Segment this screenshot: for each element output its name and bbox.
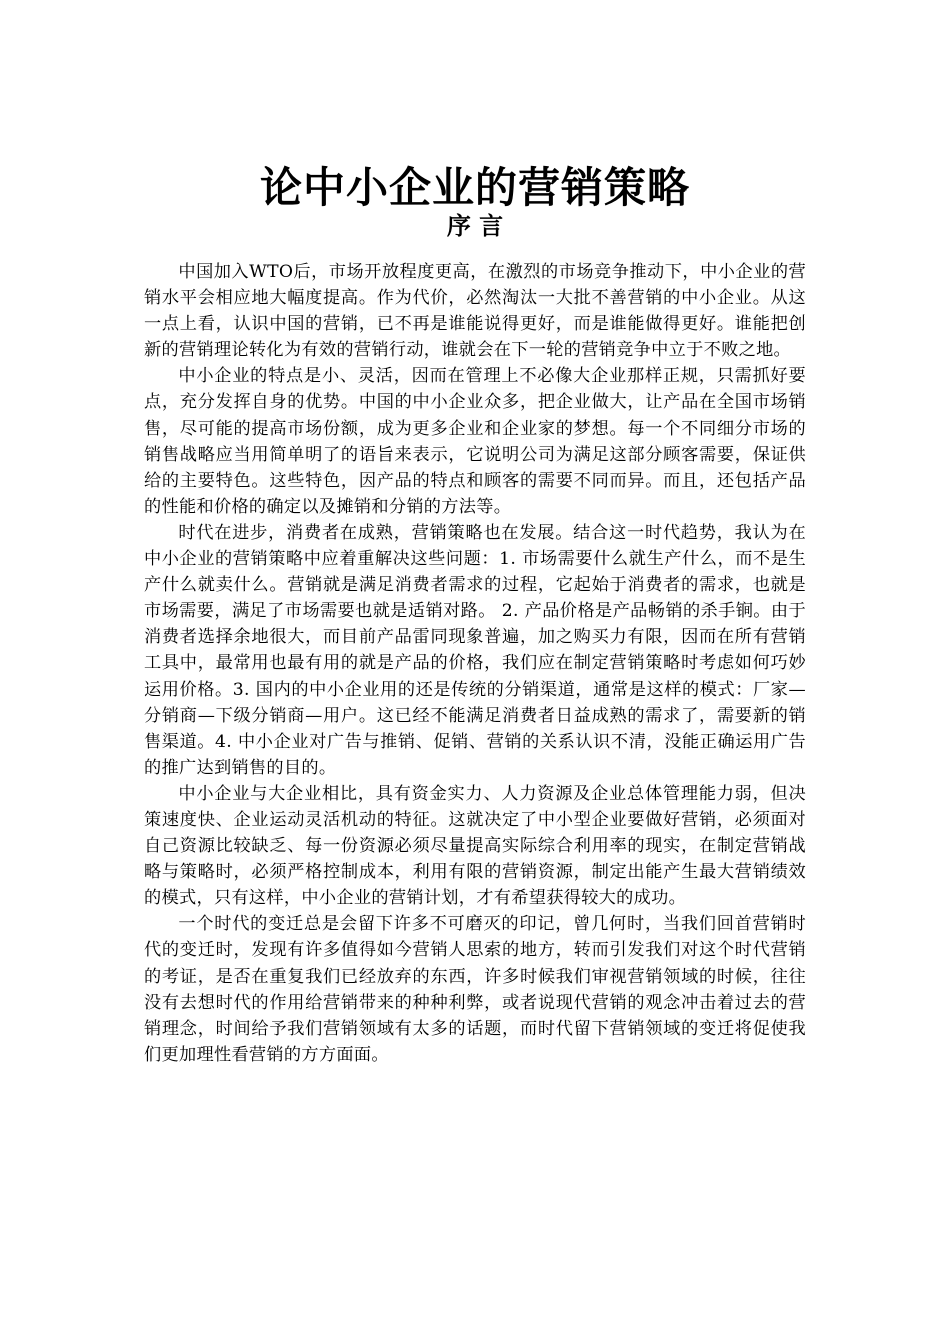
document-body <box>144 259 806 1068</box>
paragraph-4: 中小企业与大企业相比，具有资金实力、人力资源及企业总体管理能力弱，但决策速度快、企业运动灵活机动的特征。这就决定了中小型企业要做好营销，必须面对自己资源比较缺乏、每一份资源必须尽量提高实际综合利用率的现实，在制定营销战略与策略时，必须严格控制成本，利用有限的营销资源，制定出能产生最大营销绩效的模式，只有这样，中小企业的营销计划，才有希望获得较大的成功。 <box>144 783 806 909</box>
preface-heading: 序 言 <box>446 212 504 240</box>
document-title: 论中小企业的营销策略 <box>259 163 690 212</box>
paragraph-2: 中小企业的特点是小、灵活，因而在管理上不必像大企业那样正规，只需抓好要点，充分发挥自身的优势。中国的中小企业众多，把企业做大，让产品在全国市场销售，尽可能的提高市场份额，成为更多企业和企业家的梦想。每一个不同细分市场的销售战略应当用简单明了的语旨来表示，它说明公司为满足这部分顾客需要，保证供给的主要特色。这些特色，因产品的特点和顾客的需要不同而异。而且，还包括产品的性能和价格的确定以及摊销和分销的方法等。 <box>144 366 806 517</box>
paragraph-1: 中国加入WTO后，市场开放程度更高，在激烈的市场竞争推动下，中小企业的营销水平会相应地大幅度提高。作为代价，必然淘汰一大批不善营销的中小企业。从这一点上看，认识中国的营销，已不再是谁能说得更好，而是谁能做得更好。谁能把创新的营销理论转化为有效的营销行动，谁就会在下一轮的营销竞争中立于不败之地。 <box>144 262 806 361</box>
paragraph-5: 一个时代的变迁总是会留下许多不可磨灭的印记，曾几何时，当我们回首营销时代的变迁时，发现有许多值得如今营销人思索的地方，转而引发我们对这个时代营销的考证，是否在重复我们已经放弃的东西，许多时候我们审视营销领域的时候，往往没有去想时代的作用给营销带来的种种利弊，或者说现代营销的观念冲击着过去的营销理念，时间给予我们营销领域有太多的话题，而时代留下营销领域的变迁将促使我们更加理性看营销的方方面面。 <box>144 914 806 1065</box>
paragraph-3: 时代在进步，消费者在成熟，营销策略也在发展。结合这一时代趋势，我认为在中小企业的营销策略中应着重解决这些问题：1. 市场需要什么就生产什么，而不是生产什么就卖什么。营销就是满足消费者需求的过程，它起始于消费者的需求，也就是市场需要，满足了市场需要也就是适销对路。 2. 产品价格是产品畅销的杀手锏。由于消费者选择余地很大，而目前产品雷同现象普遍，加之购买力有限，因而在所有营销工具中，最常用也最有用的就是产品的价格，我们应在制定营销策略时考虑如何巧妙运用价格。3. 国内的中小企业用的还是传统的分销渠道，通常是这样的模式：厂家—分销商—下级分销商—用户。这已经不能满足消费者日益成熟的需求了，需要新的销售渠道。4. 中小企业对广告与推销、促销、营销的关系认识不清，没能正确运用广告的推广达到销售的目的。 <box>144 522 806 778</box>
